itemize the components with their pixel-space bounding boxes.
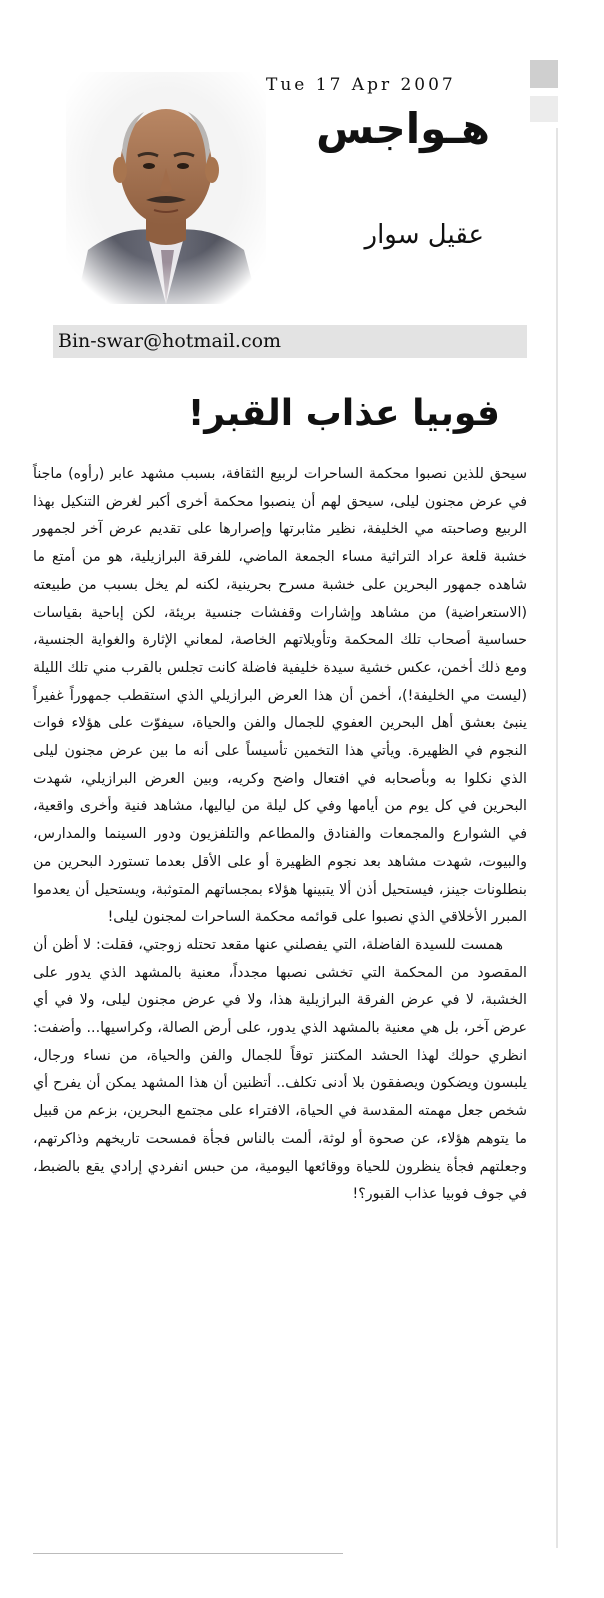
column-title: هـواجس — [316, 104, 490, 153]
author-email[interactable]: Bin-swar@hotmail.com — [58, 330, 282, 352]
article-body — [33, 461, 527, 1209]
author-portrait-photo — [66, 72, 266, 304]
right-margin-line — [556, 128, 558, 1548]
bottom-divider — [33, 1553, 343, 1554]
author-name: عقيل سوار — [364, 220, 484, 250]
article-paragraph: سيحق للذين نصبوا محكمة الساحرات لربيع الثقافة، بسبب مشهد عابر (رأوه) ماجناً في عرض مجنون ليلى، سيحق لهم أن ينصبوا محكمة أخرى أكبر لغرض التنكيل بهذا الربيع وصاحبته مي الخليفة، نظير مثابرتها وإصرارها على تقديم عرض آخر لجمهور خشبة قلعة عراد التراثية مساء الجمعة الماضي، للفرقة البرازيلية، هو من أمتع ما شاهده جمهور البحرين على خشبة مسرح بحرينية، لكنه لم يخل بسبب من طبيعته (الاستعراضية) من مشاهد وإشارات وقفشات جنسية بريئة، لكن إباحية بقياسات حساسية أصحاب تلك المحكمة وتأويلاتهم الخاصة، لمعاني الإثارة والغواية الجنسية، ومع ذلك أخمن، عكس خشية سيدة خليفية فاضلة كانت تجلس بالقرب مني تلك الليلة (ليست مي الخليفة!)، أخمن أن هذا العرض البرازيلي الذي استقطب جمهوراً غفيراً ينبئ بعشق أهل البحرين العفوي للجمال والفن والحياة، سيفوّت على هؤلاء فوات النجوم في الظهيرة. ويأتي هذا التخمين تأسيساً على أنه ما بين عرض مجنون ليلى الذي نكلوا به وبأصحابه في افتعال واضح وكريه، وبين العرض البرازيلي، شهدت البحرين في كل يوم من أيامها وفي كل ليلة من لياليها، مشاهد فنية وأخرى واقعية، في الشوارع والمجمعات والفنادق والمطاعم والتلفزيون ودور السينما والمدارس، والبيوت، شهدت مشاهد بعد نجوم الظهيرة أو على الأقل بعدما تستورد البحرين من بنطلونات جينز، فيستحيل أذن ألا يتبينها هؤلاء بمجساتهم المتوثبة، ويستحيل أن يعدموا المبرر الأخلاقي الذي نصبوا على قوائمه محكمة الساحرات لمجنون ليلى! — [33, 466, 527, 926]
publication-date: Tue 17 Apr 2007 — [266, 75, 456, 95]
article-headline: فوبيا عذاب القبر! — [187, 393, 500, 434]
email-bar — [53, 325, 527, 358]
corner-square-dark — [530, 60, 558, 88]
article-paragraph: همست للسيدة الفاضلة، التي يفصلني عنها مقعد تحتله زوجتي، فقلت: لا أظن أن المقصود من المحكمة التي تخشى نصبها مجدداً، معنية بالمشهد الذي يدور على الخشبة، لا في عرض الفرقة البرازيلية هذا، ولا في عرض مجنون ليلى، ولا في أي عرض آخر، بل هي معنية بالمشهد الذي يدور، على أرض الصالة، وكراسيها... وأضفت: انظري حولك لهذا الحشد المكتنز توقاً للجمال والفن والحياة، من نساء ورجال، يلبسون ويضكون ويصفقون بلا أدنى تكلف.. أتظنين أن هذا المشهد يمكن أن يفرح أي شخص جعل مهمته المقدسة في الحياة، الافتراء على مجتمع البحرين، بزعم من قبيل ما يتوهم هؤلاء، عن صحوة أو لوثة، ألمت بالناس فجأة فمسحت تاريخهم وذاكرتهم، وجعلتهم فجأة ينظرون للحياة ووقائعها اليومية، من حبس انفردي إرادي يقع بالضبط، في جوف فوبيا عذاب القبور؟! — [33, 936, 527, 1203]
corner-square-light — [530, 96, 558, 122]
